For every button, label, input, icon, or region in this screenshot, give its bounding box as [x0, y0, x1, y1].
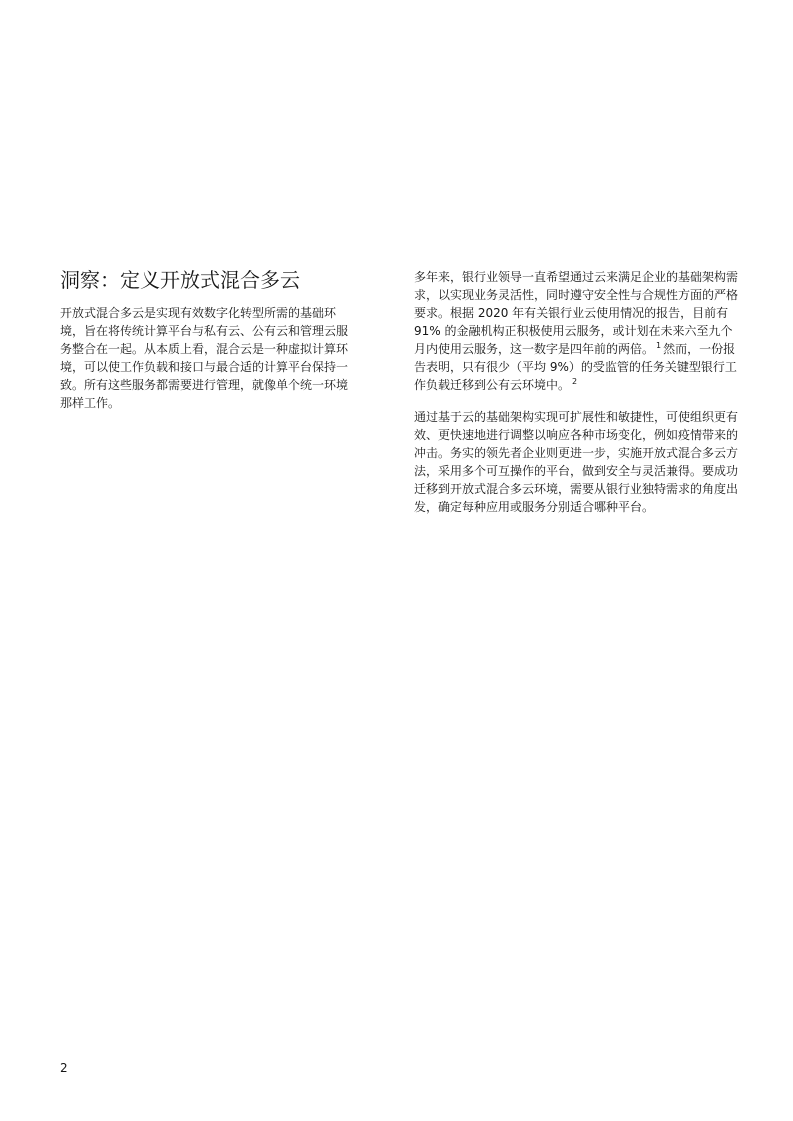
intro-paragraph: 开放式混合多云是实现有效数字化转型所需的基础环境，旨在将传统计算平台与私有云、公有云和管理云服务整合在一起。从本质上看，混合云是一种虚拟计算环境，可以使工作负载和接口与最合适的计算平台保持一致。所有这些服务都需要进行管理，就像单个统一环境那样工作。 — [60, 306, 349, 410]
page-title: 洞察：定义开放式混合多云 — [60, 268, 300, 292]
body-paragraph-1-text-a: 多年来，银行业领导一直希望通过云来满足企业的基础架构需求，以实现业务灵活性，同时遵守安全性与合规性方面的严格要求。根据 2020 年有关银行业云使用情况的报告，目前有 91% 的金融机构正积极使用云服务，或计划在未来六至九个月内使用云服务，这一数字是四年前的两倍。 — [414, 270, 739, 356]
body-paragraph-1 — [414, 268, 744, 394]
body-paragraph-2: 通过基于云的基础架构实现可扩展性和敏捷性，可使组织更有效、更快速地进行调整以响应各种市场变化，例如疫情带来的冲击。务实的领先者企业则更进一步，实施开放式混合多云方法，采用多个可互操作的平台，做到安全与灵活兼得。要成功迁移到开放式混合多云环境，需要从银行业独特需求的角度出发，确定每种应用或服务分别适合哪种平台。 — [414, 410, 739, 514]
right-column — [414, 268, 744, 516]
page-number: 2 — [60, 1061, 68, 1075]
footnote-ref-1: 1 — [656, 341, 662, 350]
left-column — [60, 304, 356, 412]
footnote-ref-2: 2 — [572, 377, 578, 386]
body-paragraph-1-text-b: 然而，一份报告表明，只有很少（平均 9%）的受监管的任务关键型银行工作负载迁移到公有云环境中。 — [414, 342, 737, 392]
